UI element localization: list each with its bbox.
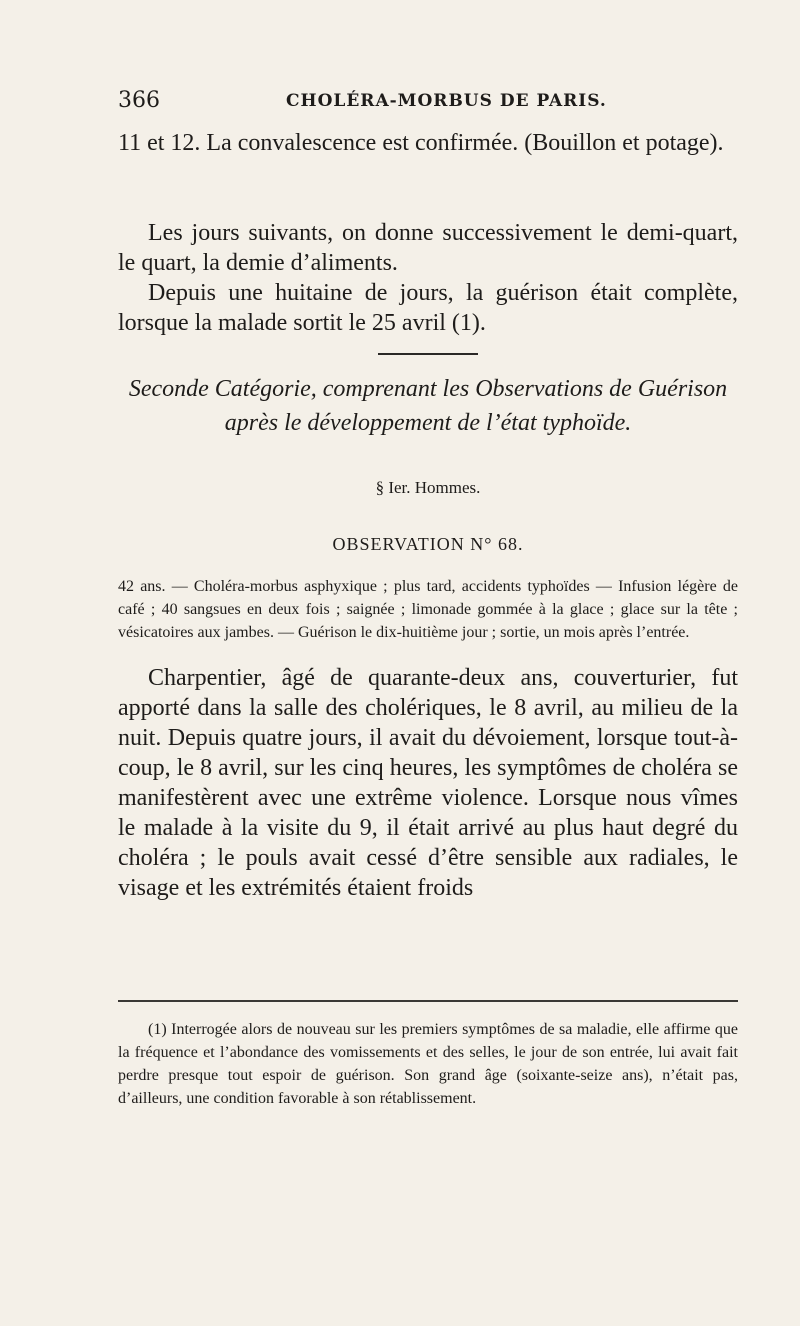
running-title: CHOLÉRA-MORBUS DE PARIS. [286, 91, 607, 111]
paragraph-recovery: Depuis une huitaine de jours, la guérison était complète, lorsque la malade sortit le 25 avril (1). [118, 280, 738, 336]
observation-body: Charpentier, âgé de quarante-deux ans, couverturier, fut apporté dans la salle des cholériques, le 8 avril, au milieu de la nuit. Depuis quatre jours, il avait du dévoiement, lorsque tout-à-coup, le 8 avril, sur les cinq heures, les symptômes de choléra se manifestèrent avec une extrême violence. Lorsque nous vîmes le malade à la visite du 9, il était arrivé au plus haut degré du choléra ; le pouls avait cessé d’être sensible aux radiales, le visage et les extrémités étaient froids [118, 665, 738, 901]
observation-title: OBSERVATION N° 68. [332, 534, 524, 554]
page-header [118, 88, 738, 122]
section-heading: Seconde Catégorie, comprenant les Observations de Guérison après le développement de l’état typhoïde. [128, 376, 728, 436]
paragraph-following-days: Les jours suivants, on donne successivement le demi-quart, le quart, la demie d’aliments. [118, 220, 738, 276]
observation-summary: 42 ans. — Choléra-morbus asphyxique ; plus tard, accidents typhoïdes — Infusion légère de café ; 40 sangsues en deux fois ; saignée ; limonade gommée à la glace ; glace sur la tête ; vésicatoires aux jambes. — Guérison le dix-huitième jour ; sortie, un mois après l’entrée. [118, 578, 738, 641]
page-number: 366 [118, 88, 160, 113]
section-divider [378, 353, 478, 355]
footnote: (1) Interrogée alors de nouveau sur les premiers symptômes de sa maladie, elle affirme que la fréquence et l’abondance des vomissements et des selles, le jour de son entrée, lui avait fait perdre presque tout espoir de guérison. Son grand âge (soixante-seize ans), n’était pas, d’ailleurs, une condition favorable à son rétablissement. [118, 1021, 738, 1107]
footnote-divider [118, 1000, 738, 1002]
paragraph-convalescence: 11 et 12. La convalescence est confirmée. (Bouillon et potage). [118, 130, 724, 156]
subsection-title: § Ier. Hommes. [375, 478, 481, 497]
